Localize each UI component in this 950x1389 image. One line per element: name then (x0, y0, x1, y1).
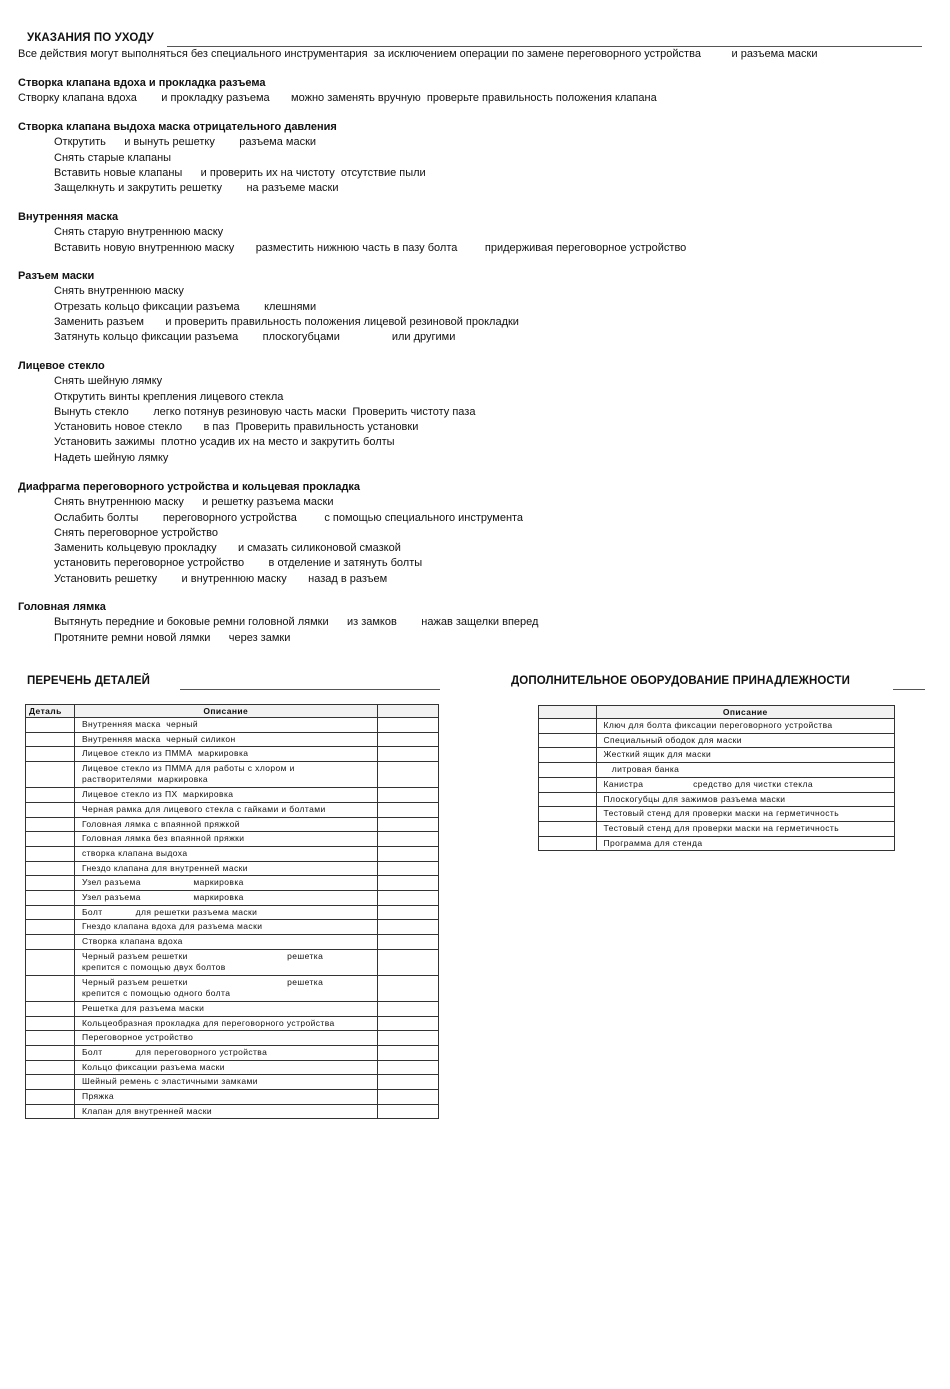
parts-description-cell: Шейный ремень с эластичными замками (74, 1075, 377, 1090)
care-title: УКАЗАНИЯ ПО УХОДУ (27, 32, 154, 44)
accessories-header-description: Описание (596, 706, 894, 719)
parts-description-cell: Лицевое стекло из ПММА для работы с хлором и растворителями маркировка (74, 762, 377, 788)
care-step: Вынуть стекло легко потянув резиновую часть маски Проверить чистоту паза (54, 405, 476, 418)
care-step: Установить новое стекло в паз Проверить правильность установки (54, 421, 419, 434)
accessories-code-cell (539, 777, 597, 792)
parts-part-cell (26, 788, 75, 803)
accessories-code-cell (539, 821, 597, 836)
accessories-code-cell (539, 719, 597, 734)
parts-row (26, 1016, 439, 1031)
parts-extra-cell (377, 732, 438, 747)
accessories-code-cell (539, 733, 597, 748)
care-section-title: Головная лямка (18, 601, 106, 613)
parts-table (25, 704, 439, 1119)
parts-row (26, 975, 439, 1001)
parts-description-cell: Внутренняя маска черный (74, 718, 377, 733)
parts-row (26, 1060, 439, 1075)
parts-header-part: Деталь (26, 705, 75, 718)
parts-part-cell (26, 718, 75, 733)
care-step: Снять внутреннюю маску (54, 285, 184, 298)
care-step: Открутить и вынуть решетку разъема маски (54, 136, 317, 149)
care-section-title: Диафрагма переговорного устройства и кольцевая прокладка (18, 481, 361, 493)
parts-description-cell: Лицевое стекло из ПХ маркировка (74, 788, 377, 803)
parts-description-cell: Гнездо клапана вдоха для разъема маски (74, 920, 377, 935)
parts-part-cell (26, 1075, 75, 1090)
parts-part-cell (26, 891, 75, 906)
care-step: Надеть шейную лямку (54, 451, 169, 464)
parts-row (26, 762, 439, 788)
parts-extra-cell (377, 949, 438, 975)
parts-extra-cell (377, 1031, 438, 1046)
parts-row (26, 1104, 439, 1119)
care-section (18, 120, 426, 196)
care-step: Вставить новые клапаны и проверить их на чистоту отсутствие пыли (54, 166, 426, 179)
accessories-code-cell (539, 763, 597, 778)
parts-row (26, 1090, 439, 1105)
parts-row (26, 846, 439, 861)
parts-part-cell (26, 949, 75, 975)
parts-description-cell: Клапан для внутренней маски (74, 1104, 377, 1119)
care-section (18, 600, 538, 646)
accessories-title-rule (893, 689, 925, 690)
parts-part-cell (26, 1104, 75, 1119)
care-section (18, 359, 475, 466)
parts-row (26, 747, 439, 762)
accessories-row (539, 719, 895, 734)
parts-extra-cell (377, 1090, 438, 1105)
parts-description-cell: Лицевое стекло из ПММА маркировка (74, 747, 377, 762)
care-step: Снять старые клапаны (54, 151, 172, 164)
parts-extra-cell (377, 788, 438, 803)
parts-header-row (26, 705, 439, 718)
accessories-code-cell (539, 836, 597, 851)
parts-extra-cell (377, 1001, 438, 1016)
parts-extra-cell (377, 1060, 438, 1075)
parts-row (26, 905, 439, 920)
parts-extra-cell (377, 920, 438, 935)
parts-row (26, 876, 439, 891)
parts-row (26, 718, 439, 733)
accessories-description-cell: Тестовый стенд для проверки маски на герметичность (596, 807, 894, 822)
accessories-row (539, 733, 895, 748)
parts-row (26, 1045, 439, 1060)
parts-row (26, 891, 439, 906)
parts-header-description: Описание (74, 705, 377, 718)
parts-extra-cell (377, 817, 438, 832)
parts-row (26, 920, 439, 935)
care-step: Отрезать кольцо фиксации разъема клешнями (54, 300, 317, 313)
parts-row (26, 732, 439, 747)
accessories-row (539, 748, 895, 763)
parts-extra-cell (377, 891, 438, 906)
parts-description-cell: Узел разъема маркировка (74, 891, 377, 906)
parts-row (26, 1001, 439, 1016)
accessories-row (539, 792, 895, 807)
parts-description-cell: Решетка для разъема маски (74, 1001, 377, 1016)
parts-row (26, 817, 439, 832)
parts-part-cell (26, 832, 75, 847)
accessories-description-cell: Тестовый стенд для проверки маски на герметичность (596, 821, 894, 836)
parts-description-cell: Головная лямка с впаянной пряжкой (74, 817, 377, 832)
parts-description-cell: створка клапана выдоха (74, 846, 377, 861)
parts-part-cell (26, 747, 75, 762)
care-section (18, 76, 657, 107)
parts-extra-cell (377, 876, 438, 891)
care-step: Створку клапана вдоха и прокладку разъема можно заменять вручную проверьте правильность положения клапана (18, 92, 657, 105)
care-step: Защелкнуть и закрутить решетку на разъеме маски (54, 182, 339, 195)
accessories-row (539, 763, 895, 778)
parts-row (26, 802, 439, 817)
parts-part-cell (26, 1031, 75, 1046)
parts-row (26, 1075, 439, 1090)
care-section (18, 480, 523, 587)
accessories-header-row (539, 706, 895, 719)
parts-part-cell (26, 1001, 75, 1016)
parts-part-cell (26, 1090, 75, 1105)
parts-extra-cell (377, 747, 438, 762)
care-title-rule (167, 46, 922, 47)
parts-part-cell (26, 846, 75, 861)
parts-description-cell: Черный разъем решетки решетка крепится с помощью одного болта (74, 975, 377, 1001)
accessories-row (539, 807, 895, 822)
parts-description-cell: Болт для решетки разъема маски (74, 905, 377, 920)
care-section-title: Створка клапана вдоха и прокладка разъема (18, 77, 266, 89)
parts-description-cell: Узел разъема маркировка (74, 876, 377, 891)
parts-part-cell (26, 1016, 75, 1031)
parts-extra-cell (377, 1045, 438, 1060)
parts-extra-cell (377, 861, 438, 876)
parts-extra-cell (377, 1016, 438, 1031)
parts-row (26, 935, 439, 950)
accessories-description-cell: литровая банка (596, 763, 894, 778)
parts-part-cell (26, 935, 75, 950)
accessories-description-cell: Жесткий ящик для маски (596, 748, 894, 763)
care-section-title: Разъем маски (18, 270, 95, 282)
parts-part-cell (26, 762, 75, 788)
accessories-description-cell: Специальный ободок для маски (596, 733, 894, 748)
parts-description-cell: Черный разъем решетки решетка крепится с помощью двух болтов (74, 949, 377, 975)
parts-part-cell (26, 876, 75, 891)
parts-row (26, 788, 439, 803)
parts-part-cell (26, 1045, 75, 1060)
care-section (18, 269, 519, 345)
parts-description-cell: Болт для переговорного устройства (74, 1045, 377, 1060)
parts-row (26, 1031, 439, 1046)
care-step: Вытянуть передние и боковые ремни головной лямки из замков нажав защелки вперед (54, 616, 539, 629)
parts-part-cell (26, 802, 75, 817)
parts-extra-cell (377, 846, 438, 861)
accessories-title: ДОПОЛНИТЕЛЬНОЕ ОБОРУДОВАНИЕ ПРИНАДЛЕЖНОСТИ (511, 675, 851, 687)
care-step: Снять внутреннюю маску и решетку разъема маски (54, 496, 334, 509)
parts-description-cell: Головная лямка без впаянной пряжки (74, 832, 377, 847)
accessories-code-cell (539, 792, 597, 807)
parts-extra-cell (377, 718, 438, 733)
parts-description-cell: Черная рамка для лицевого стекла с гайками и болтами (74, 802, 377, 817)
parts-extra-cell (377, 975, 438, 1001)
accessories-description-cell: Плоскогубцы для зажимов разъема маски (596, 792, 894, 807)
parts-extra-cell (377, 1104, 438, 1119)
parts-extra-cell (377, 762, 438, 788)
care-section-title: Внутренняя маска (18, 211, 119, 223)
parts-part-cell (26, 975, 75, 1001)
care-step: Снять шейную лямку (54, 375, 163, 388)
care-step: Открутить винты крепления лицевого стекла (54, 390, 284, 403)
parts-part-cell (26, 861, 75, 876)
care-step: Протяните ремни новой лямки через замки (54, 631, 291, 644)
care-step: Заменить разъем и проверить правильность положения лицевой резиновой прокладки (54, 315, 519, 328)
care-step: Вставить новую внутреннюю маску разместить нижнюю часть в пазу болта придерживая переговорное устройство (54, 241, 687, 254)
parts-description-cell: Створка клапана вдоха (74, 935, 377, 950)
parts-title: ПЕРЕЧЕНЬ ДЕТАЛЕЙ (27, 675, 151, 687)
accessories-row (539, 821, 895, 836)
care-section-title: Створка клапана выдоха маска отрицательного давления (18, 121, 337, 133)
parts-row (26, 949, 439, 975)
accessories-row (539, 777, 895, 792)
accessories-header-code (539, 706, 597, 719)
accessories-table (538, 705, 895, 851)
care-section (18, 210, 686, 256)
parts-description-cell: Кольцо фиксации разъема маски (74, 1060, 377, 1075)
parts-part-cell (26, 920, 75, 935)
parts-part-cell (26, 1060, 75, 1075)
accessories-code-cell (539, 807, 597, 822)
care-step: Установить зажимы плотно усадив их на место и закрутить болты (54, 436, 395, 449)
parts-description-cell: Переговорное устройство (74, 1031, 377, 1046)
care-step: Снять переговорное устройство (54, 526, 218, 539)
care-step: Снять старую внутреннюю маску (54, 226, 224, 239)
care-section-title: Лицевое стекло (18, 360, 105, 372)
care-step: Заменить кольцевую прокладку и смазать силиконовой смазкой (54, 542, 401, 555)
parts-row (26, 861, 439, 876)
care-step: Ослабить болты переговорного устройства с помощью специального инструмента (54, 511, 524, 524)
accessories-code-cell (539, 748, 597, 763)
care-step: Затянуть кольцо фиксации разъема плоскогубцами или другими (54, 331, 456, 344)
parts-extra-cell (377, 935, 438, 950)
parts-extra-cell (377, 832, 438, 847)
accessories-row (539, 836, 895, 851)
accessories-description-cell: Ключ для болта фиксации переговорного устройства (596, 719, 894, 734)
care-intro: Все действия могут выполняться без специального инструментария за исключением операции по замене переговорного устройства и разъема маски (18, 48, 818, 60)
parts-description-cell: Внутренняя маска черный силикон (74, 732, 377, 747)
parts-title-rule (180, 689, 440, 690)
accessories-description-cell: Программа для стенда (596, 836, 894, 851)
parts-extra-cell (377, 802, 438, 817)
parts-part-cell (26, 817, 75, 832)
parts-part-cell (26, 905, 75, 920)
parts-part-cell (26, 732, 75, 747)
care-step: установить переговорное устройство в отделение и затянуть болты (54, 557, 423, 570)
accessories-description-cell: Канистра средство для чистки стекла (596, 777, 894, 792)
care-step: Установить решетку и внутреннюю маску назад в разъем (54, 572, 388, 585)
parts-extra-cell (377, 905, 438, 920)
parts-extra-cell (377, 1075, 438, 1090)
parts-description-cell: Пряжка (74, 1090, 377, 1105)
parts-header-extra (377, 705, 438, 718)
parts-description-cell: Гнездо клапана для внутренней маски (74, 861, 377, 876)
parts-row (26, 832, 439, 847)
parts-description-cell: Кольцеобразная прокладка для переговорного устройства (74, 1016, 377, 1031)
